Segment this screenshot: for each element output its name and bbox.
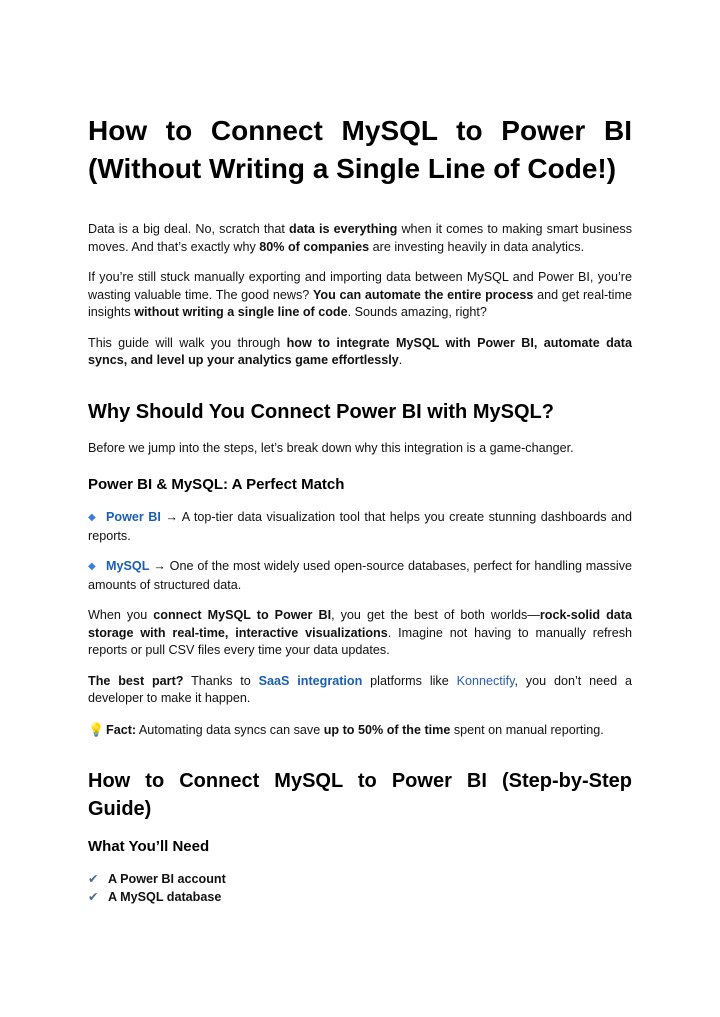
lightbulb-icon: 💡: [88, 721, 105, 737]
checkmark-icon: ✔: [88, 872, 99, 886]
section-heading-step-by-step: How to Connect MySQL to Power BI (Step-by-Step Guide): [88, 770, 632, 820]
paragraph-connect-benefits: When you connect MySQL to Power BI, you get the best of both worlds—rock-solid data storage with real-time, interactive visualizations. Imagine not having to manually refresh reports or pull CSV files every time your data updates.: [88, 608, 633, 657]
article-body: [88, 112, 632, 906]
paragraph-fact: 💡 Fact: Automating data syncs can save up to 50% of the time spent on manual reporting.: [88, 721, 604, 737]
bullet-mysql: ◆ MySQL → One of the most widely used open-source databases, perfect for handling massive amounts of structured data.: [88, 559, 632, 592]
paragraph-best-part: The best part? Thanks to SaaS integration platforms like Konnectify, you don’t need a developer to make it happen.: [88, 673, 632, 705]
intro-paragraph-2: If you’re still stuck manually exporting and importing data between MySQL and Power BI, you’re wasting valuable time. The good news? You can automate the entire process and get real-time insights without writing a single line of code. Sounds amazing, right?: [88, 270, 632, 319]
subheading-perfect-match: Power BI & MySQL: A Perfect Match: [88, 476, 345, 493]
checklist-item: ✔ A MySQL database: [88, 889, 632, 907]
checklist-item: ✔ A Power BI account: [88, 871, 632, 889]
term-power-bi: Power BI: [106, 510, 161, 524]
diamond-icon: ◆: [88, 512, 96, 523]
checkmark-icon: ✔: [88, 889, 99, 904]
section-heading-why-connect: Why Should You Connect Power BI with MySQL?: [88, 400, 554, 423]
subheading-what-you-need: What You’ll Need: [88, 838, 210, 855]
intro-paragraph-3: This guide will walk you through how to integrate MySQL with Power BI, automate data syncs, and level up your analytics game effortlessly.: [88, 335, 632, 367]
konnectify-link[interactable]: Konnectify: [456, 673, 515, 688]
requirements-checklist: [88, 871, 632, 906]
section-lead: Before we jump into the steps, let’s break down why this integration is a game-changer.: [88, 440, 574, 455]
intro-paragraph-1: Data is a big deal. No, scratch that data is everything when it comes to making smart business moves. And that’s exactly why 80% of companies are investing heavily in data analytics.: [88, 222, 632, 254]
page-title: How to Connect MySQL to Power BI (Without Writing a Single Line of Code!): [88, 115, 632, 184]
bullet-power-bi: ◆ Power BI → A top-tier data visualization tool that helps you create stunning dashboards and reports.: [88, 510, 632, 543]
saas-integration-link[interactable]: SaaS integration: [258, 673, 363, 688]
diamond-icon: ◆: [88, 561, 96, 572]
term-mysql: MySQL: [106, 559, 150, 573]
